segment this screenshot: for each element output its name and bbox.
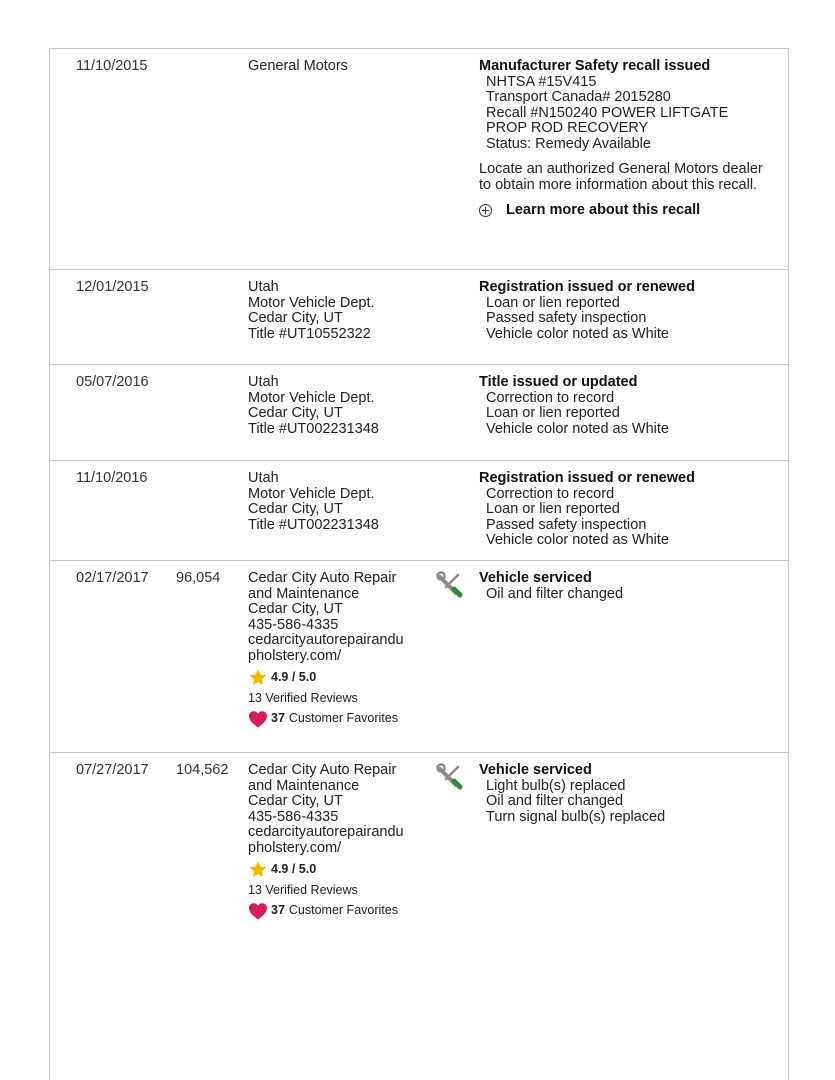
table-row — [50, 560, 788, 753]
detail-line: Vehicle color noted as White — [486, 532, 669, 548]
detail-title: Registration issued or renewed — [479, 470, 695, 486]
shop-name-line: and Maintenance — [248, 585, 360, 602]
detail-title: Registration issued or renewed — [479, 279, 695, 295]
record-source — [248, 471, 438, 533]
shop-website: cedarcityautorepairandu — [248, 632, 404, 648]
vehicle-history-table — [49, 48, 789, 1080]
favorites-label: Customer Favorites — [288, 902, 398, 917]
detail-line: Light bulb(s) replaced — [486, 777, 626, 794]
table-row — [50, 48, 788, 270]
detail-line: Passed safety inspection — [486, 516, 647, 533]
detail-line: Oil and filter changed — [486, 793, 624, 809]
source-line: Motor Vehicle Dept. — [248, 485, 375, 502]
source-line: General Motors — [248, 58, 348, 74]
table-row — [50, 269, 788, 365]
detail-line: Loan or lien reported — [486, 405, 620, 421]
record-source — [248, 571, 438, 728]
record-details — [479, 280, 769, 342]
source-line: Motor Vehicle Dept. — [248, 389, 375, 406]
record-source — [248, 59, 438, 75]
table-row — [50, 364, 788, 461]
shop-name-line: and Maintenance — [248, 777, 360, 794]
shop-rating — [248, 668, 438, 687]
source-line: Cedar City, UT — [248, 310, 343, 326]
detail-line: Loan or lien reported — [486, 294, 620, 311]
heart-icon — [248, 902, 268, 920]
detail-title: Title issued or updated — [479, 374, 638, 390]
record-date: 02/17/2017 — [76, 570, 149, 586]
shop-phone: 435-586-4335 — [248, 616, 339, 633]
detail-line: Loan or lien reported — [486, 501, 620, 517]
record-source — [248, 280, 438, 342]
learn-more-label: Learn more about this recall — [506, 202, 701, 218]
detail-line: Status: Remedy Available — [486, 135, 651, 152]
source-line: Utah — [248, 374, 279, 390]
table-row — [50, 460, 788, 561]
shop-phone: 435-586-4335 — [248, 808, 339, 825]
source-line: Title #UT002231348 — [248, 420, 379, 437]
record-odometer: 96,054 — [176, 570, 221, 586]
shop-rating — [248, 860, 438, 879]
shop-website: pholstery.com/ — [248, 647, 342, 664]
record-details — [479, 763, 769, 825]
shop-location: Cedar City, UT — [248, 601, 343, 617]
detail-title: Vehicle serviced — [479, 570, 592, 586]
shop-name-line: Cedar City Auto Repair — [248, 570, 397, 586]
detail-title: Vehicle serviced — [479, 762, 592, 778]
source-line: Title #UT10552322 — [248, 325, 371, 342]
wrench-screwdriver-icon — [436, 571, 466, 601]
detail-line: Turn signal bulb(s) replaced — [486, 808, 666, 825]
source-line: Utah — [248, 279, 279, 295]
star-icon — [248, 860, 268, 879]
rating-value: 4.9 / 5.0 — [271, 861, 317, 876]
record-details — [479, 571, 769, 602]
detail-line: Correction to record — [486, 389, 615, 406]
record-date: 11/10/2015 — [76, 58, 148, 74]
plus-circle-icon — [479, 204, 492, 217]
record-date: 11/10/2016 — [76, 470, 148, 486]
record-source — [248, 763, 438, 920]
source-line: Utah — [248, 470, 279, 486]
detail-line: Recall #N150240 POWER LIFTGATE — [486, 104, 729, 121]
detail-line: Transport Canada# 2015280 — [486, 89, 671, 105]
detail-line: Correction to record — [486, 485, 615, 502]
source-line: Motor Vehicle Dept. — [248, 294, 375, 311]
shop-website: cedarcityautorepairandu — [248, 824, 404, 840]
source-line: Cedar City, UT — [248, 501, 343, 517]
record-details — [479, 471, 769, 549]
detail-title: Manufacturer Safety recall issued — [479, 58, 711, 74]
reviews-link[interactable]: 13 Verified Reviews — [248, 883, 358, 897]
record-details — [479, 59, 769, 219]
detail-line: Vehicle color noted as White — [486, 325, 669, 342]
star-icon — [248, 668, 268, 687]
wrench-screwdriver-icon — [436, 763, 466, 793]
record-date: 07/27/2017 — [76, 762, 149, 778]
detail-line: NHTSA #15V415 — [486, 73, 597, 90]
rating-value: 4.9 / 5.0 — [271, 669, 317, 684]
detail-line: Passed safety inspection — [486, 310, 647, 326]
record-details — [479, 375, 769, 437]
detail-line: Vehicle color noted as White — [486, 420, 669, 437]
favorites-count: 37 — [271, 902, 285, 917]
source-line: Cedar City, UT — [248, 405, 343, 421]
customer-favorites — [248, 710, 438, 728]
shop-website: pholstery.com/ — [248, 839, 342, 856]
shop-location: Cedar City, UT — [248, 793, 343, 809]
heart-icon — [248, 710, 268, 728]
table-row — [50, 752, 788, 949]
source-line: Title #UT002231348 — [248, 516, 379, 533]
record-source — [248, 375, 438, 437]
detail-line: PROP ROD RECOVERY — [486, 120, 649, 136]
customer-favorites — [248, 902, 438, 920]
detail-line: Oil and filter changed — [486, 585, 624, 602]
record-date: 12/01/2015 — [76, 279, 149, 295]
favorites-label: Customer Favorites — [288, 710, 398, 725]
favorites-count: 37 — [271, 710, 285, 725]
record-odometer: 104,562 — [176, 762, 229, 778]
recall-note: Locate an authorized General Motors dealer to obtain more information about this recall. — [479, 161, 763, 193]
reviews-link[interactable]: 13 Verified Reviews — [248, 691, 358, 705]
learn-more-link[interactable] — [479, 203, 769, 219]
record-date: 05/07/2016 — [76, 374, 149, 390]
shop-name-line: Cedar City Auto Repair — [248, 762, 397, 778]
